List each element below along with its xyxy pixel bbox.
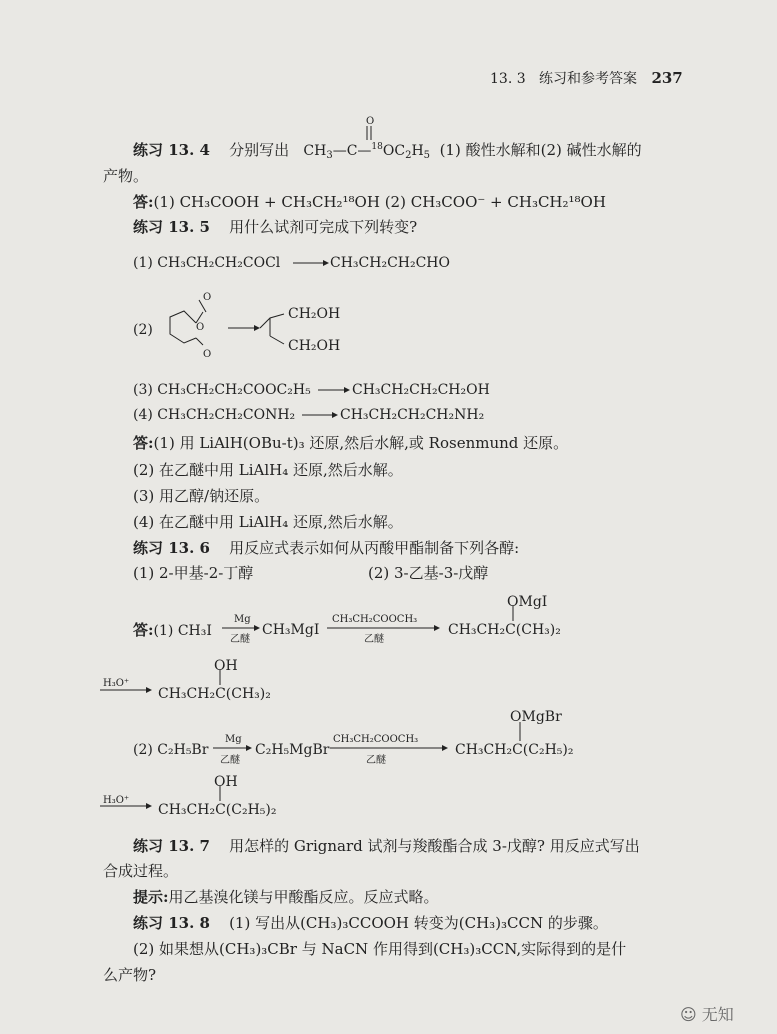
- scheme1-mid: CH₃MgI: [262, 622, 320, 638]
- ester-carbonyl-o: O: [366, 116, 375, 127]
- exercise-label: 练习 13. 7: [133, 837, 210, 855]
- scheme2-final: CH₃CH₂C(C₂H₅)₂: [158, 802, 277, 818]
- product-ch2oh-1: CH₂OH: [288, 306, 341, 322]
- scheme2-omgbr: OMgBr: [510, 709, 562, 725]
- anhydride-o-top: O: [203, 292, 212, 303]
- scheme2-h3o: H₃O⁺: [103, 795, 130, 806]
- scheme2-reagent: CH₃CH₂COOCH₃: [333, 734, 419, 745]
- anhydride-o-ring: O: [196, 322, 205, 333]
- scheme2-oh: OH: [214, 774, 238, 790]
- hint-text: 用乙基溴化镁与甲酸酯反应。反应式略。: [168, 888, 439, 906]
- product-ch2oh-2: CH₂OH: [288, 338, 341, 354]
- reaction-2-num: (2): [133, 322, 153, 338]
- watermark-text: 无知: [701, 1005, 734, 1024]
- exercise-13-7: [133, 836, 640, 856]
- scheme1-omgi: OMgI: [507, 594, 548, 610]
- reaction-1-right: CH₃CH₂CH₂CHO: [330, 255, 450, 271]
- anhydride-o-bottom: O: [203, 349, 212, 360]
- answer-label: 答:: [133, 193, 154, 211]
- exercise-label: 练习 13. 5: [133, 218, 210, 236]
- hint-13-7: [133, 887, 439, 907]
- scheme2-mid: C₂H₅MgBr: [255, 742, 330, 758]
- exercise-label: 练习 13. 8: [133, 914, 210, 932]
- wechat-icon: ☺: [680, 1005, 697, 1024]
- scheme1-ether: 乙醚: [230, 634, 250, 645]
- exercise-text-b: (1) 酸性水解和(2) 碱性水解的: [439, 141, 642, 159]
- answer-label: 答:: [133, 621, 154, 639]
- scheme2-ether: 乙醚: [220, 755, 240, 766]
- exercise-label: 练习 13. 6: [133, 539, 210, 557]
- reaction-4-left: (4) CH₃CH₂CH₂CONH₂: [133, 407, 296, 423]
- answer-13-5-4: (4) 在乙醚中用 LiAlH₄ 还原,然后水解。: [133, 513, 403, 531]
- scheme1-prod: CH₃CH₂C(CH₃)₂: [448, 622, 561, 638]
- scheme1-oh: OH: [214, 658, 238, 674]
- answer-label: 答:: [133, 434, 154, 452]
- reaction-4-right: CH₃CH₂CH₂CH₂NH₂: [340, 407, 485, 423]
- scheme2-prod: CH₃CH₂C(C₂H₅)₂: [455, 742, 574, 758]
- scheme1-mg: Mg: [234, 614, 251, 625]
- exercise-text: 分别写出: [229, 141, 290, 159]
- hint-label: 提示:: [133, 888, 169, 906]
- exercise-13-8-q2: (2) 如果想从(CH₃)₃CBr 与 NaCN 作用得到(CH₃)₃CCN,实际得到的是什: [133, 940, 627, 958]
- scheme2-start: (2) C₂H₅Br: [133, 742, 209, 758]
- reaction-1-left: (1) CH₃CH₂CH₂COCl: [133, 255, 281, 271]
- exercise-text: 用什么试剂可完成下列转变?: [229, 218, 418, 236]
- answer-13-5-3: (3) 用乙醇/钠还原。: [133, 487, 270, 505]
- exercise-13-8: [133, 913, 608, 933]
- exercise-label: 练习 13. 4: [133, 141, 210, 159]
- reaction-3-right: CH₃CH₂CH₂CH₂OH: [352, 382, 490, 398]
- exercise-text: 用怎样的 Grignard 试剂与羧酸酯合成 3-戊醇? 用反应式写出: [229, 837, 640, 855]
- answer-13-5-1: 答:(1) 用 LiAlH(OBu-t)₃ 还原,然后水解,或 Rosenmund 还原。: [133, 434, 569, 452]
- page-number: 237: [651, 69, 683, 87]
- question-13-6-1: (1) 2-甲基-2-丁醇: [133, 564, 254, 582]
- exercise-13-4-cont: 产物。: [103, 167, 149, 185]
- exercise-13-7-cont: 合成过程。: [103, 862, 179, 880]
- question-13-6-2: (2) 3-乙基-3-戊醇: [368, 564, 489, 582]
- section-number: 13. 3: [490, 71, 526, 87]
- exercise-text: 用反应式表示如何从丙酸甲酯制备下列各醇:: [229, 539, 520, 557]
- scheme1-final: CH₃CH₂C(CH₃)₂: [158, 686, 271, 702]
- ester-formula: $CH_3—C—^{18}OC_2H_5$: [303, 142, 431, 161]
- scheme1-reagent: CH₃CH₂COOCH₃: [332, 614, 418, 625]
- watermark: [680, 1002, 734, 1025]
- exercise-13-8-q2-cont: 么产物?: [103, 966, 157, 984]
- scheme2-ether2: 乙醚: [366, 755, 386, 766]
- answer-13-5-2: (2) 在乙醚中用 LiAlH₄ 还原,然后水解。: [133, 461, 403, 479]
- section-title: 练习和参考答案: [538, 71, 637, 87]
- scheme2-mg: Mg: [225, 734, 242, 745]
- scheme1-row: 答:(1) CH₃I: [133, 621, 212, 639]
- answer-text: (1) CH₃COOH + CH₃CH₂¹⁸OH (2) CH₃COO⁻ + CH₃CH₂¹⁸OH: [153, 193, 606, 211]
- scheme1-ether2: 乙醚: [364, 634, 384, 645]
- scheme1-h3o: H₃O⁺: [103, 678, 130, 689]
- exercise-text: (1) 写出从(CH₃)₃CCOOH 转变为(CH₃)₃CCN 的步骤。: [229, 914, 608, 932]
- reaction-3-left: (3) CH₃CH₂CH₂COOC₂H₅: [133, 382, 311, 398]
